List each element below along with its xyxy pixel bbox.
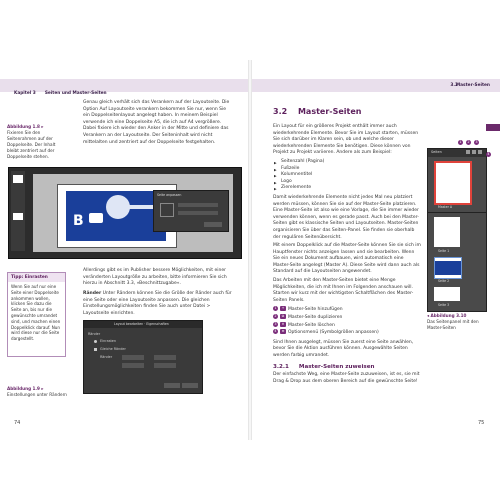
header-title: Seiten und Master-Seiten bbox=[44, 91, 107, 96]
duplicate-icon[interactable] bbox=[472, 150, 476, 154]
header-chapter: Kapitel 3 bbox=[14, 91, 36, 96]
value-field[interactable] bbox=[154, 363, 176, 368]
dialog2-row: Ränder bbox=[88, 332, 101, 336]
cancel-button[interactable] bbox=[182, 383, 198, 388]
master-thumbnail[interactable] bbox=[434, 161, 472, 205]
add-page-icon: + bbox=[281, 306, 285, 311]
paragraph: Der einfachste Weg, eine Master-Seite zuzuweisen, ist es, sie mit Drag & Drop aus dem oberen Bereich auf die gewünschte Seite! bbox=[273, 372, 420, 384]
page-thumbnail[interactable] bbox=[434, 257, 462, 279]
page-label: Seite 3 bbox=[438, 303, 450, 307]
legend-label: Optionsmenü (Symbolgrößen anpassen) bbox=[288, 330, 379, 336]
paragraph: Damit wiederkehrende Elemente nicht jedes Mal neu platziert werden müssen, können Sie sie auf der Master-Seite platzieren. Eine Master-Seite ist also wie eine Vorlage, die Sie immer wieder verwenden können, wenn es gerade passt. Auch bei den Master-Seiten gibt es klassische Seiten und Layoutseiten. Master-Seiten organisieren Sie über das Seiten-Panel. Sie finden sie oberhalb der regulären Seitenübersicht. bbox=[273, 194, 419, 240]
value-field[interactable] bbox=[154, 355, 176, 360]
pages-panel-screenshot bbox=[427, 148, 487, 312]
legend-label: Master-Seite hinzufügen bbox=[288, 307, 343, 313]
caption-title: Abbildung 1.8 ▸ bbox=[7, 124, 44, 129]
header-title: Master-Seiten bbox=[455, 83, 490, 88]
right-page-header bbox=[252, 79, 500, 92]
callout-3: 3 bbox=[475, 140, 478, 144]
caption-text: Fixieren Sie den Seitenrahmen auf der Doppelseite. Der Inhalt bleibt zentriert auf der Doppelseite stehen. bbox=[7, 130, 56, 159]
page-thumbnail[interactable] bbox=[434, 217, 460, 247]
dialog2-row: Einrasten bbox=[100, 339, 117, 343]
figure-caption-3-10 bbox=[427, 313, 489, 331]
screenshot-publisher bbox=[8, 167, 242, 259]
list-item: ▶ Kolumnentitel bbox=[281, 172, 421, 179]
list-item: ▶ Seitenzahl (Pagina) bbox=[281, 159, 421, 166]
section-heading bbox=[273, 107, 361, 116]
list-item: ▶ Zierelemente bbox=[281, 185, 421, 192]
raender-text: Unter Rändern können Sie die Größe der Ränder auch für eine Seite oder eine Layoutseite anpassen. Die gleichen Einstellungsmöglichkeiten finden Sie auch unter Datei > Layoutseite einrichten. bbox=[83, 291, 232, 316]
legend-row bbox=[273, 314, 421, 322]
page-fit-dialog bbox=[153, 190, 229, 232]
thumb-tab bbox=[486, 124, 500, 131]
checkbox[interactable] bbox=[94, 348, 97, 351]
callout-2: 2 bbox=[467, 140, 470, 144]
trash-icon[interactable] bbox=[478, 150, 482, 154]
page-number-right: 75 bbox=[478, 420, 485, 426]
intro-paragraph: Ein Layout für ein größeres Projekt enthält immer auch wiederkehrende Elemente. Bevor Sie im Layout starten, müssen Sie sich darüber im Klaren sein, ob und welche dieser wiederkehrenden Elemente Sie benötigen. Diese können von Projekt zu Projekt variieren. Andere als zum Beispiel: bbox=[273, 124, 419, 156]
dialog2-row: Gleiche Ränder bbox=[100, 347, 126, 351]
dialog-title: Seite anpassen bbox=[157, 193, 182, 197]
legend-label: Master-Seite duplizieren bbox=[288, 315, 343, 321]
section-number: 3.2 bbox=[273, 107, 288, 116]
callout-number: 3 bbox=[274, 321, 277, 326]
subsection-number: 3.2.1 bbox=[273, 363, 289, 370]
value-field[interactable] bbox=[122, 355, 144, 360]
callout-number: 2 bbox=[274, 314, 277, 319]
radio[interactable] bbox=[94, 340, 97, 343]
logo-letter: B bbox=[73, 213, 84, 229]
legend-row bbox=[273, 329, 421, 337]
caption-text: Einstellungen unter Rändern bbox=[7, 392, 67, 397]
spread-area bbox=[33, 174, 233, 252]
section-title: Master-Seiten bbox=[297, 107, 362, 116]
caption-title: ◂ Abbildung 3.10 bbox=[427, 313, 467, 318]
blue-document bbox=[66, 191, 166, 241]
figure-caption-1-8 bbox=[7, 124, 63, 160]
dialog2-title: Layout bearbeiten · Eigenschaften bbox=[114, 322, 169, 326]
input-field[interactable] bbox=[178, 203, 218, 207]
right-body bbox=[273, 124, 421, 387]
body-text-mid: Allerdings gibt es im Publisher bessere Möglichkeiten, mit einer veränderten Layoutgröße zu arbeiten, bitte informieren Sie sich hierzu in Abschnitt 3.3, »Beschnittzugabe«. bbox=[83, 268, 227, 287]
paragraph: Mit einem Doppelklick auf die Master-Seite können Sie sie sich im Hauptfenster nichts anzeigen lassen und sie bearbeiten. Wenn Sie ein neues Dokument aufbauen, wird automatisch eine Master-Seite angelegt (Master A). Diese Seite wird dann auch als Standard auf die Layoutseiten angewendet. bbox=[273, 243, 421, 275]
paragraph: Sind Ihnen ausgelegt, müssen Sie zuerst eine Seite anwählen, bevor Sie die Aktion ausführen können. Ausgewählte Seiten werden farbig umrandet. bbox=[273, 339, 414, 358]
page-number-left: 74 bbox=[14, 420, 21, 426]
body-text-top: Genau gleich verhält sich das Verankern auf der Layoutseite. Die Option Auf Layoutseite verankern bekommen Sie nur, wenn Sie ein Doppelseitenlayout angelegt haben. In meinem Beispiel verwende ich eine Doppelseite A5, die ich auf A4 vergrößere. Dabei fixiere ich wieder den Anker in der Mitte und definiere das Verankern an der Layoutseite. Der Seiteninhalt wird nicht mittelalten und zentriert auf der Doppelseite festgehalten. bbox=[83, 100, 230, 145]
trash-icon: ✕ bbox=[281, 321, 285, 326]
page-label: Seite 2 bbox=[438, 279, 450, 283]
paragraph: Das Arbeiten mit den Master-Seiten bietet eine Menge Möglichkeiten, die ich mit Ihnen im Folgenden anschauen will. Starten wir kurz mit der wichtigsten Schaltflächen des Master-Seiten Panels. bbox=[273, 278, 414, 303]
screenshot-margins-dialog bbox=[83, 320, 203, 394]
figure-caption-1-9 bbox=[7, 386, 67, 398]
left-page-header bbox=[0, 79, 248, 96]
ok-button[interactable] bbox=[164, 383, 180, 388]
menu-icon: ≡ bbox=[281, 329, 285, 334]
header-chapter: 3.2 bbox=[450, 83, 458, 88]
callout-number: 1 bbox=[274, 306, 277, 311]
subsection-title: Master-Seiten zuweisen bbox=[298, 363, 375, 370]
add-page-icon[interactable] bbox=[466, 150, 470, 154]
value-field[interactable] bbox=[122, 363, 144, 368]
list-item: ▶ Logo bbox=[281, 179, 421, 186]
page-label: Seite 1 bbox=[438, 249, 450, 253]
list-item: ▶ Fußzeile bbox=[281, 166, 421, 173]
callout-number: 4 bbox=[274, 329, 277, 334]
ok-button[interactable] bbox=[204, 222, 222, 227]
panel-title: Seiten bbox=[431, 150, 442, 154]
raender-label: Ränder bbox=[83, 291, 102, 296]
caption-title: Abbildung 1.9 ▸ bbox=[7, 386, 44, 391]
input-field[interactable] bbox=[178, 211, 218, 215]
legend-row bbox=[273, 306, 421, 314]
legend-label: Master-Seite löschen bbox=[288, 322, 335, 328]
dialog2-row: Ränder bbox=[100, 355, 113, 359]
callout-4: 4 bbox=[487, 152, 490, 156]
tip-text: Wenn Sie auf nur eine Seite einer Doppelseite ankommen wollen, klicken Sie dazu die Seite an, bis nur die gewünschte umrandet sind, und machen einen Doppelklick darauf. Nun wird diese nur die Seite dargestellt. bbox=[11, 284, 61, 342]
subsection-heading bbox=[273, 364, 421, 371]
legend-row bbox=[273, 322, 421, 330]
tip-title: Tipp: Einrasten bbox=[8, 273, 65, 282]
master-label: Master A bbox=[438, 205, 453, 209]
button-legend bbox=[273, 306, 421, 336]
callout-1: 1 bbox=[459, 140, 462, 144]
page-thumbnail[interactable] bbox=[434, 287, 460, 301]
pages-strip bbox=[11, 171, 25, 251]
bullet-list bbox=[273, 159, 421, 192]
duplicate-icon: ⧉ bbox=[281, 314, 285, 319]
raender-paragraph bbox=[83, 291, 233, 317]
caption-text: Das Seitenpanel mit den Master-Seiten bbox=[427, 319, 479, 330]
tip-box bbox=[7, 272, 66, 357]
anchor-grid[interactable] bbox=[160, 203, 174, 217]
